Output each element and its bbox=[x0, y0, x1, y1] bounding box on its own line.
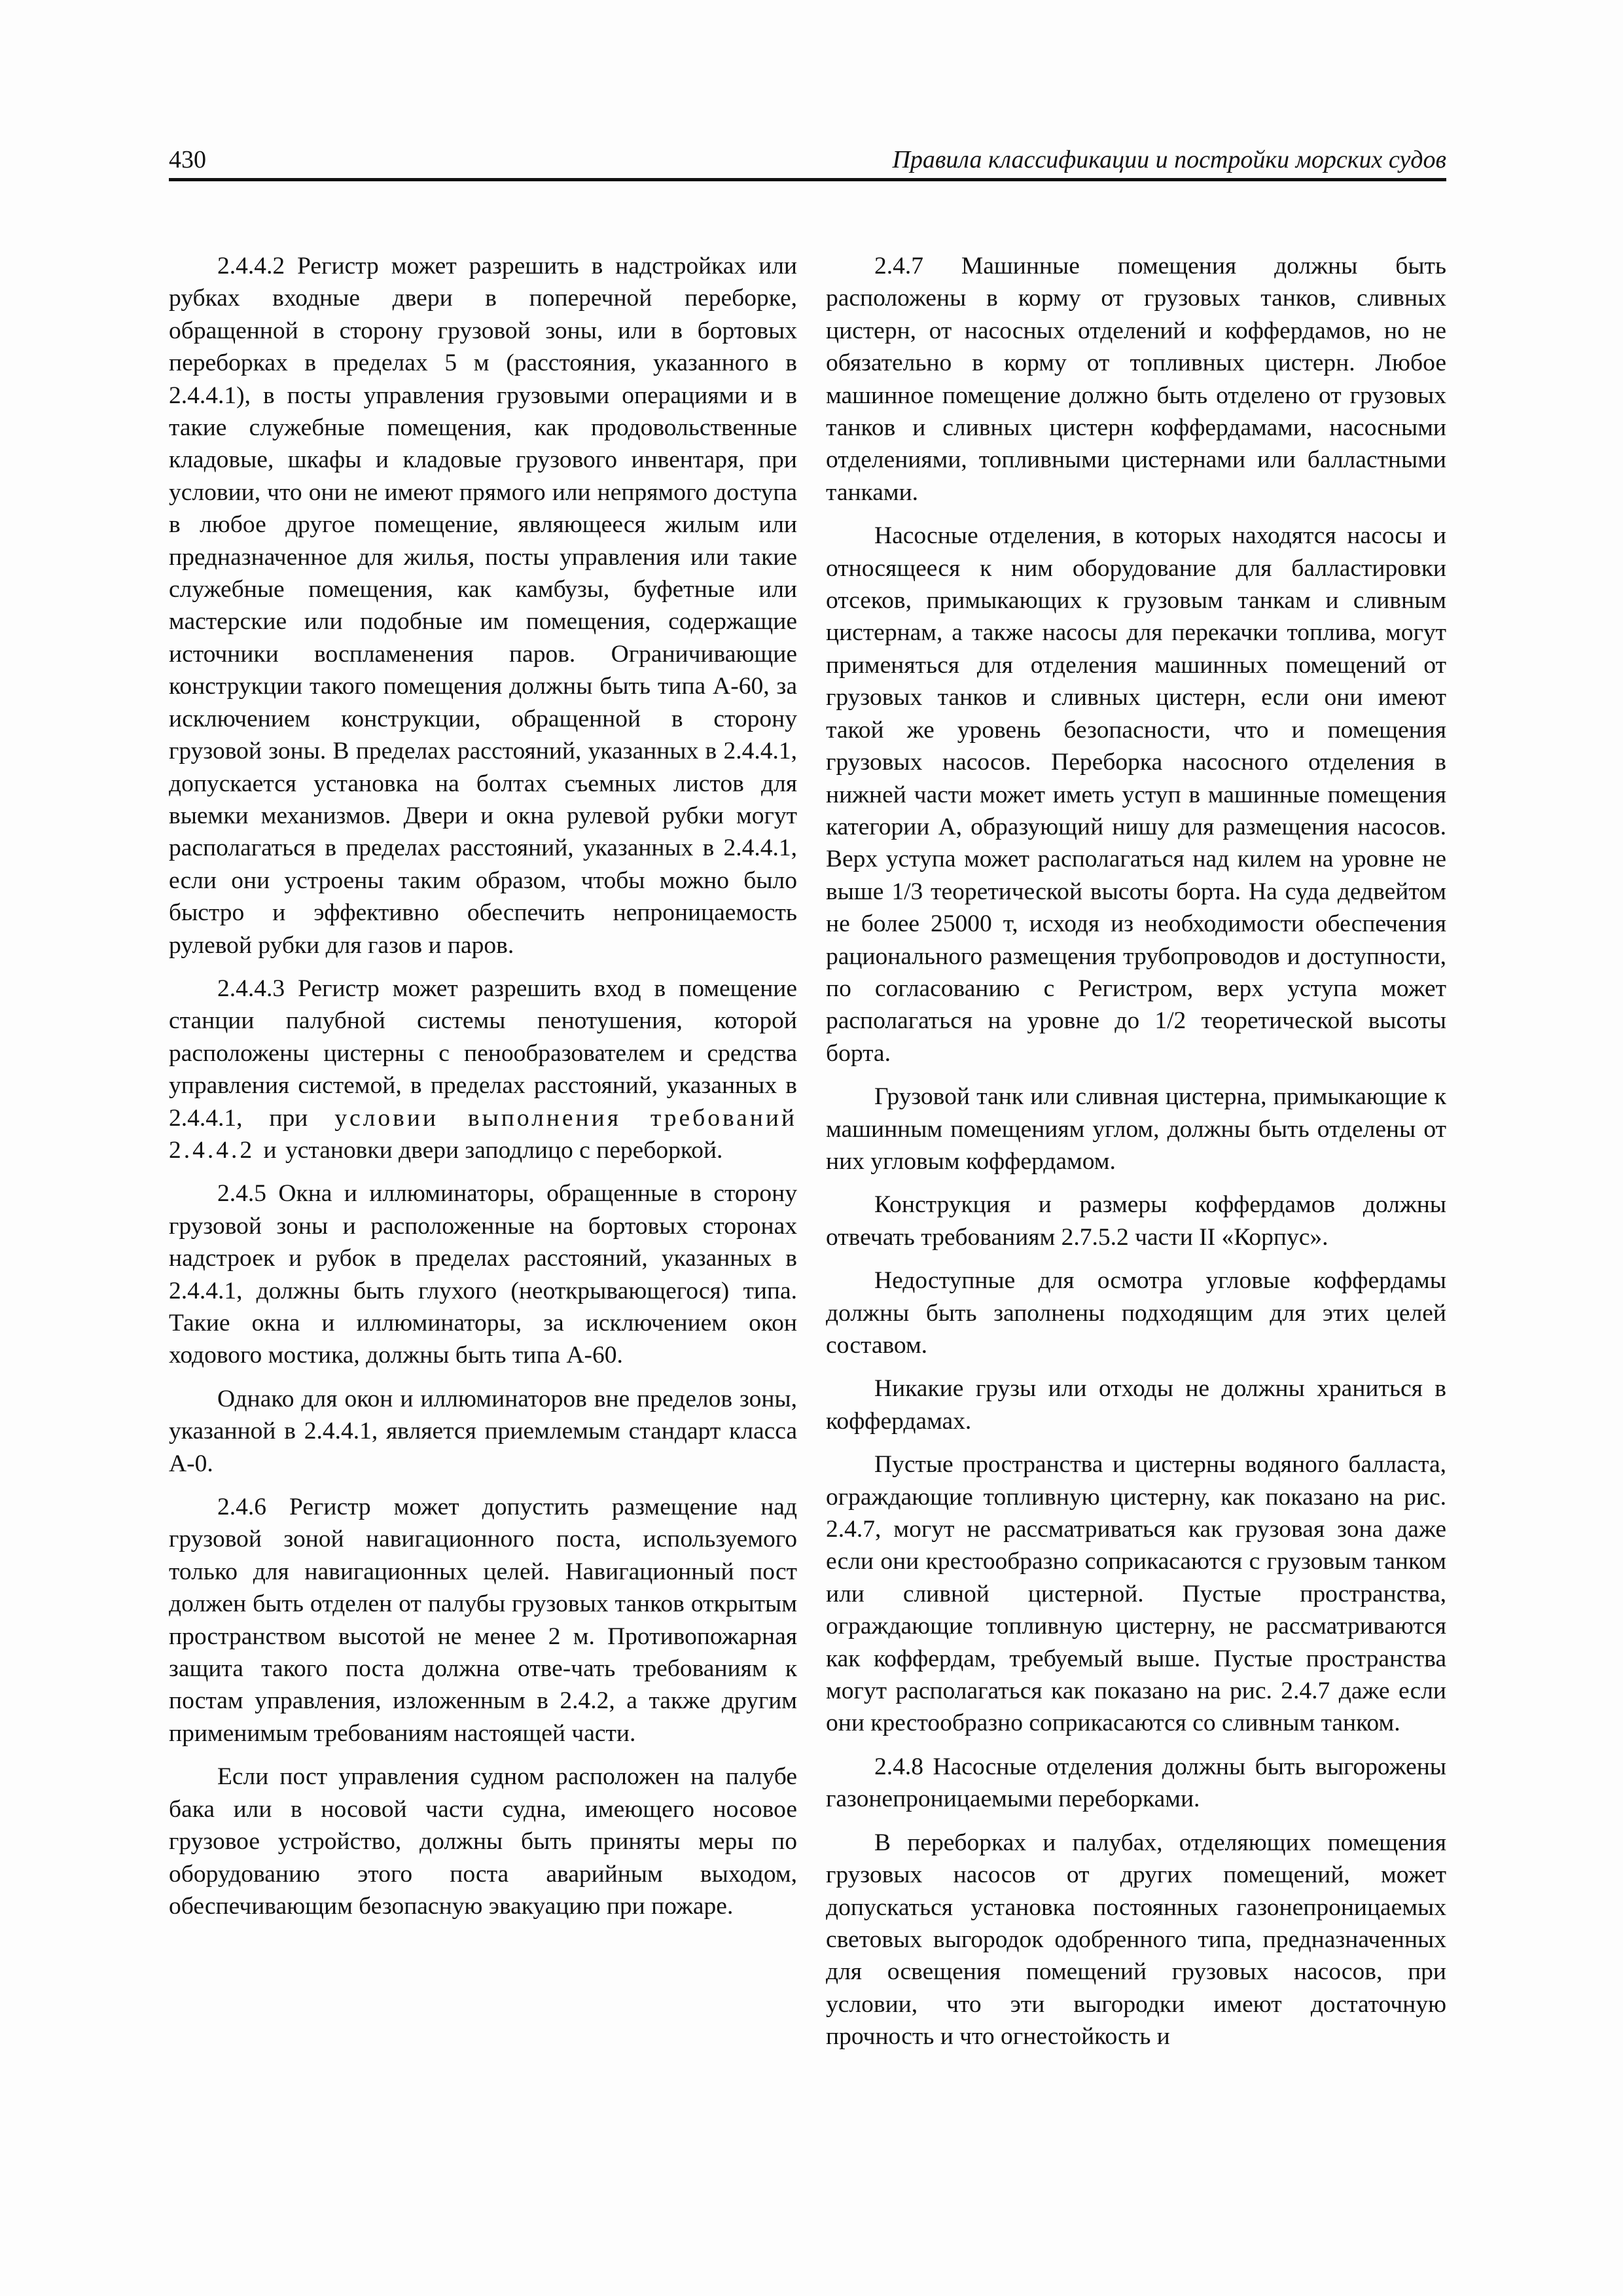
right-column bbox=[826, 250, 1446, 2064]
header-rule bbox=[169, 178, 1446, 181]
paragraph-text: Насосные отделения, в которых находятся насосы и относящееся к ним оборудование для балластировки отсеков, примыкающих к грузовым танкам и сливным цистернам, а также насосы для перекачки топлива, могут применяться для отделения машинных помещений от грузовых танков и сливных цистерн, если они имеют такой же уровень безопасности, что и помещения грузовых насосов. Переборка насосного отделения в нижней части может иметь уступ в машинные помещения категории А, образующий нишу для размещения насосов. Верх уступа может располагаться над килем на уровне не выше 1/3 теоретической высоты борта. На суда дедвейтом не более 25000 т, исходя из необходимости обеспечения рационального размещения трубопроводов и доступности, по согласованию с Регистром, верх уступа может располагаться на уровне до 1/2 теоретической высоты борта. bbox=[826, 522, 1446, 1067]
left-column bbox=[169, 250, 797, 1933]
section-number: 2.4.4.3 bbox=[217, 975, 285, 1002]
paragraph-text: Однако для окон и иллюминаторов вне пределов зоны, указанной в 2.4.4.1, является приемлемым стандарт класса А-0. bbox=[169, 1385, 797, 1477]
paragraph-light-enclosures bbox=[826, 1827, 1446, 2053]
paragraph-cofferdam-design bbox=[826, 1189, 1446, 1253]
paragraph-pump-rooms bbox=[826, 520, 1446, 1069]
paragraph-text: В переборках и палубах, отделяющих помещения грузовых насосов от других помещений, может допускаться установка постоянных газонепроницаемых световых выгородок одобренного типа, предназначенных для освещения помещений грузовых насосов, при условии, что эти выгородки имеют достаточную прочность и что огнестойкость и bbox=[826, 1829, 1446, 2051]
paragraph-text-spaced: условии выполнения требований 2.4.4.2 и bbox=[169, 1104, 798, 1164]
page-number: 430 bbox=[169, 146, 206, 173]
paragraph-2-4-4-2 bbox=[169, 250, 797, 961]
paragraph-2-4-4-3 bbox=[169, 973, 797, 1166]
section-number: 2.4.7 bbox=[874, 253, 923, 279]
paragraph-text: Регистр может допустить размещение над грузовой зоной навигационного поста, используемого только для навигационных целей. Навигационный пост должен быть отделен от палубы грузовых танков открытым пространством высотой не менее 2 м. Противопожарная защита такого поста должна отве-чать требованиям к постам управления, изложенным в 2.4.2, а также другим применимым требованиям настоящей части. bbox=[169, 1494, 797, 1747]
section-number: 2.4.4.2 bbox=[217, 253, 285, 279]
paragraph-void-spaces bbox=[826, 1448, 1446, 1740]
paragraph-text: Если пост управления судном расположен на палубе бака или в носовой части судна, имеющего носовое грузовое устройство, должны быть приняты меры по оборудованию этого поста аварийным выходом, обеспечивающим безопасную эвакуацию при пожаре. bbox=[169, 1763, 797, 1920]
section-number: 2.4.5 bbox=[217, 1180, 266, 1208]
section-number: 2.4.8 bbox=[874, 1753, 923, 1780]
paragraph-text: Конструкция и размеры коффердамов должны отвечать требованиям 2.7.5.2 части II «Корпус». bbox=[826, 1191, 1446, 1251]
paragraph-text: Недоступные для осмотра угловые коффердамы должны быть заполнены подходящим для этих целей составом. bbox=[826, 1267, 1446, 1359]
running-title: Правила классификации и постройки морских судов bbox=[892, 146, 1446, 173]
paragraph-text: Окна и иллюминаторы, обращенные в сторону грузовой зоны и расположенные на бортовых сторонах надстроек и рубок в пределах расстояний, указанных в 2.4.4.1, должны быть глухого (неоткрывающегося) типа. Такие окна и иллюминаторы, за исключением окон ходового мостика, должны быть типа А-60. bbox=[169, 1180, 797, 1369]
paragraph-2-4-5 bbox=[169, 1177, 797, 1371]
paragraph-text: Пустые пространства и цистерны водяного балласта, ограждающие топливную цистерну, как показано на рис. 2.4.7, могут не рассматриваться как грузовая зона даже если они крестообразно соприкасаются с грузовым танком или сливной цистерной. Пустые пространства, ограждающие топливную цистерну, не рассматриваются как коффердам, требуемый выше. Пустые пространства могут располагаться как показано на рис. 2.4.7 даже если они крестообразно соприкасаются со сливным танком. bbox=[826, 1451, 1446, 1737]
section-number: 2.4.6 bbox=[217, 1494, 266, 1521]
paragraph-text-tail: установки двери заподлицо с переборкой. bbox=[279, 1136, 723, 1164]
paragraph-text: Грузовой танк или сливная цистерна, примыкающие к машинным помещениям углом, должны быть отделены от них угловым коффердамом. bbox=[826, 1083, 1446, 1175]
page-header bbox=[169, 145, 1446, 179]
paragraph-text: Машинные помещения должны быть расположены в корму от грузовых танков, сливных цистерн, от насосных отделений и коффердамов, но не обязательно в корму от топливных цистерн. Любое машинное помещение должно быть отделено от грузовых танков и сливных цистерн коффердамами, насосными отделениями, топливными цистернами или балластными танками. bbox=[826, 253, 1446, 506]
paragraph-text: Насосные отделения должны быть выгорожены газонепроницаемыми переборками. bbox=[826, 1753, 1446, 1813]
paragraph-text: Регистр может разрешить вход в помещение станции палубной системы пенотушения, которой расположены цистерны с пенообразователем и средства управления системой, в пределах расстояний, указанных в 2.4.4.1, при bbox=[169, 975, 797, 1132]
paragraph-corner-cofferdam bbox=[826, 1081, 1446, 1177]
paragraph-2-4-8 bbox=[826, 1751, 1446, 1816]
paragraph-2-4-7 bbox=[826, 250, 1446, 509]
paragraph-text: Регистр может разрешить в надстройках или рубках входные двери в поперечной переборке, обращенной в сторону грузовой зоны, или в бортовых переборках в пределах 5 м (расстояния, указанного в 2.4.4.1), в посты управления грузовыми операциями и в такие служебные помещения, как продовольственные кладовые, шкафы и кладовые грузового инвентаря, при условии, что они не имеют прямого или непрямого доступа в любое другое помещение, являющееся жилым или предназначенное для жилья, посты управления или такие служебные помещения, как камбузы, буфетные или мастерские или подобные им помещения, содержащие источники воспламенения паров. Ограничивающие конструкции такого помещения должны быть типа А-60, за исключением конструкции, обращенной в сторону грузовой зоны. В пределах расстояний, указанных в 2.4.4.1, допускается установка на болтах съемных листов для выемки механизмов. Двери и окна рулевой рубки могут располагаться в пределах расстояний, указанных в 2.4.4.1, если они устроены таким образом, чтобы можно было быстро и эффективно обеспечить непроницаемость рулевой рубки для газов и паров. bbox=[169, 253, 797, 959]
paragraph-2-4-6 bbox=[169, 1491, 797, 1749]
paragraph-2-4-6-b bbox=[169, 1761, 797, 1922]
paragraph-no-cargo bbox=[826, 1372, 1446, 1437]
paragraph-2-4-5-b bbox=[169, 1383, 797, 1480]
paragraph-inaccessible-cofferdams bbox=[826, 1265, 1446, 1361]
paragraph-text: Никакие грузы или отходы не должны храниться в коффердамах. bbox=[826, 1375, 1446, 1435]
